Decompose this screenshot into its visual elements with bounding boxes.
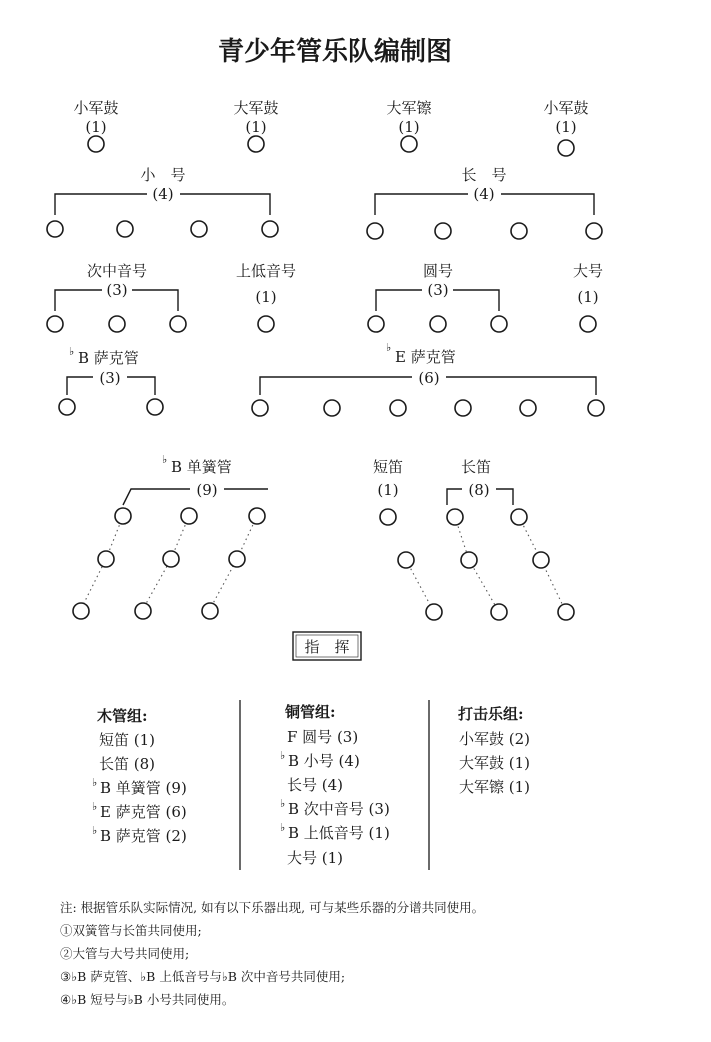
brass-item: F 圆号 (3) [287, 728, 359, 746]
seat-baritone [109, 316, 125, 332]
snare-drum-right-count: (1) [555, 118, 577, 136]
flat-sign: ♭ [69, 345, 75, 358]
seat-clarinet [163, 551, 179, 567]
horn-count: (3) [427, 281, 449, 299]
seat-flute [558, 604, 574, 620]
seat-tuba [580, 316, 596, 332]
woodwind-item: E 萨克管 (6) [100, 803, 187, 821]
flute-stagger-line [406, 560, 434, 612]
trombone-section [367, 166, 602, 239]
seat-baritone [170, 316, 186, 332]
seat-piccolo [380, 509, 396, 525]
flat-sign: ♭ [280, 749, 286, 762]
footnote-text: ②大管与大号共同使用; [60, 946, 190, 961]
footnote-text: 注: 根据管乐队实际情况, 如有以下乐器出现, 可与某些乐器的分谱共同使用。 [60, 900, 485, 915]
seat-flute [461, 552, 477, 568]
brass-item: B 次中音号 (3) [288, 800, 390, 818]
brass-item: 长号 (4) [287, 776, 344, 794]
seat-clarinet [115, 508, 131, 524]
alto-sax-count: (6) [418, 369, 440, 387]
flat-sign: ♭ [280, 797, 286, 810]
tenor-sax-count: (3) [99, 369, 121, 387]
snare-drum-label: 小军鼓 [73, 99, 119, 117]
cymbal-count: (1) [398, 118, 420, 136]
seat-flute [491, 604, 507, 620]
woodwind-group-title: 木管组: [97, 707, 148, 725]
seat-tenor-sax [147, 399, 163, 415]
euphonium-count: (1) [255, 288, 277, 306]
seat-flute [398, 552, 414, 568]
brass-item: B 上低音号 (1) [288, 824, 390, 842]
seat-trombone [367, 223, 383, 239]
seat-trombone [435, 223, 451, 239]
flat-sign: ♭ [386, 341, 392, 354]
snare-drum-count: (1) [85, 118, 107, 136]
woodwind-item: B 单簧管 (9) [100, 779, 187, 797]
page-title: 青少年管乐队编制图 [217, 37, 453, 67]
footnote-text: ④♭B 短号与♭B 小号共同使用。 [60, 992, 235, 1007]
trumpet-count: (4) [152, 185, 174, 203]
seat-euphonium [258, 316, 274, 332]
seat-alto-sax [390, 400, 406, 416]
piccolo-count: (1) [377, 481, 399, 499]
seat-bass-drum [248, 136, 264, 152]
brass-group-title: 铜管组: [285, 703, 336, 721]
woodwind-item: 长笛 (8) [99, 755, 156, 773]
flute-count: (8) [468, 481, 490, 499]
woodwind-group [92, 707, 187, 845]
flat-sign: ♭ [92, 776, 98, 789]
seat-clarinet [135, 603, 151, 619]
snare-drum-right-label: 小军鼓 [543, 99, 589, 117]
seat-snare-drum-right [558, 140, 574, 156]
flute-section [398, 458, 574, 620]
euphonium-label: 上低音号 [235, 262, 297, 280]
seat-alto-sax [252, 400, 268, 416]
footnote-text: ①双簧管与长笛共同使用; [60, 923, 202, 938]
woodwind-item: 短笛 (1) [99, 731, 156, 749]
trombone-count: (4) [473, 185, 495, 203]
conductor-box [293, 632, 361, 660]
tenor-sax-section [59, 345, 163, 415]
seat-alto-sax [520, 400, 536, 416]
seat-trumpet [117, 221, 133, 237]
horn-section [368, 262, 507, 332]
bass-drum-label: 大军鼓 [233, 99, 279, 117]
cymbal-label: 大军镲 [386, 99, 432, 117]
seat-clarinet [98, 551, 114, 567]
seat-alto-sax [588, 400, 604, 416]
clarinet-section [73, 453, 268, 619]
drums-row [73, 99, 588, 156]
tuba-count: (1) [577, 288, 599, 306]
seat-flute [426, 604, 442, 620]
seat-trombone [586, 223, 602, 239]
seat-cymbal [401, 136, 417, 152]
baritone-section [47, 262, 186, 332]
flat-sign: ♭ [162, 453, 168, 466]
tenor-sax-label: B 萨克管 [78, 349, 139, 367]
brass-item: B 小号 (4) [288, 752, 360, 770]
woodwind-item: B 萨克管 (2) [100, 827, 187, 845]
conductor-label: 指 挥 [304, 638, 350, 656]
seat-trombone [511, 223, 527, 239]
percussion-group [457, 705, 530, 796]
seat-trumpet [191, 221, 207, 237]
baritone-count: (3) [106, 281, 128, 299]
seat-clarinet [202, 603, 218, 619]
brass-item: 大号 (1) [287, 849, 344, 867]
seat-clarinet [229, 551, 245, 567]
seat-baritone [47, 316, 63, 332]
percussion-item: 大军鼓 (1) [459, 754, 531, 772]
clarinet-label: B 单簧管 [171, 458, 232, 476]
seat-snare-drum-left [88, 136, 104, 152]
tuba-section [573, 262, 603, 332]
flat-sign: ♭ [92, 824, 98, 837]
flat-sign: ♭ [280, 821, 286, 834]
seat-clarinet [249, 508, 265, 524]
percussion-item: 大军镲 (1) [459, 778, 531, 796]
alto-sax-label: E 萨克管 [395, 348, 456, 366]
flute-label: 长笛 [460, 458, 492, 476]
clarinet-count: (9) [196, 481, 218, 499]
horn-label: 圆号 [422, 262, 454, 280]
flat-sign: ♭ [92, 800, 98, 813]
brass-group [280, 703, 390, 867]
seat-tenor-sax [59, 399, 75, 415]
seat-flute [511, 509, 527, 525]
percussion-group-title: 打击乐组: [458, 705, 524, 723]
seat-flute [533, 552, 549, 568]
seat-horn [430, 316, 446, 332]
seat-trumpet [262, 221, 278, 237]
footnote-text: ③♭B 萨克管、♭B 上低音号与♭B 次中音号共同使用; [60, 969, 346, 984]
seat-trumpet [47, 221, 63, 237]
trombone-label: 长 号 [461, 166, 507, 184]
seat-clarinet [181, 508, 197, 524]
seat-alto-sax [455, 400, 471, 416]
baritone-label: 次中音号 [86, 262, 148, 280]
seat-alto-sax [324, 400, 340, 416]
trumpet-section [47, 166, 278, 237]
seat-horn [491, 316, 507, 332]
seat-clarinet [73, 603, 89, 619]
piccolo-section [373, 458, 403, 525]
seat-horn [368, 316, 384, 332]
euphonium-section [236, 262, 296, 332]
alto-sax-section [252, 341, 604, 416]
percussion-item: 小军鼓 (2) [459, 730, 531, 748]
tuba-label: 大号 [572, 262, 604, 280]
trumpet-label: 小 号 [140, 166, 186, 184]
piccolo-label: 短笛 [372, 458, 404, 476]
group-summary [92, 700, 530, 870]
seat-flute [447, 509, 463, 525]
footnotes [60, 900, 484, 1007]
bass-drum-count: (1) [245, 118, 267, 136]
